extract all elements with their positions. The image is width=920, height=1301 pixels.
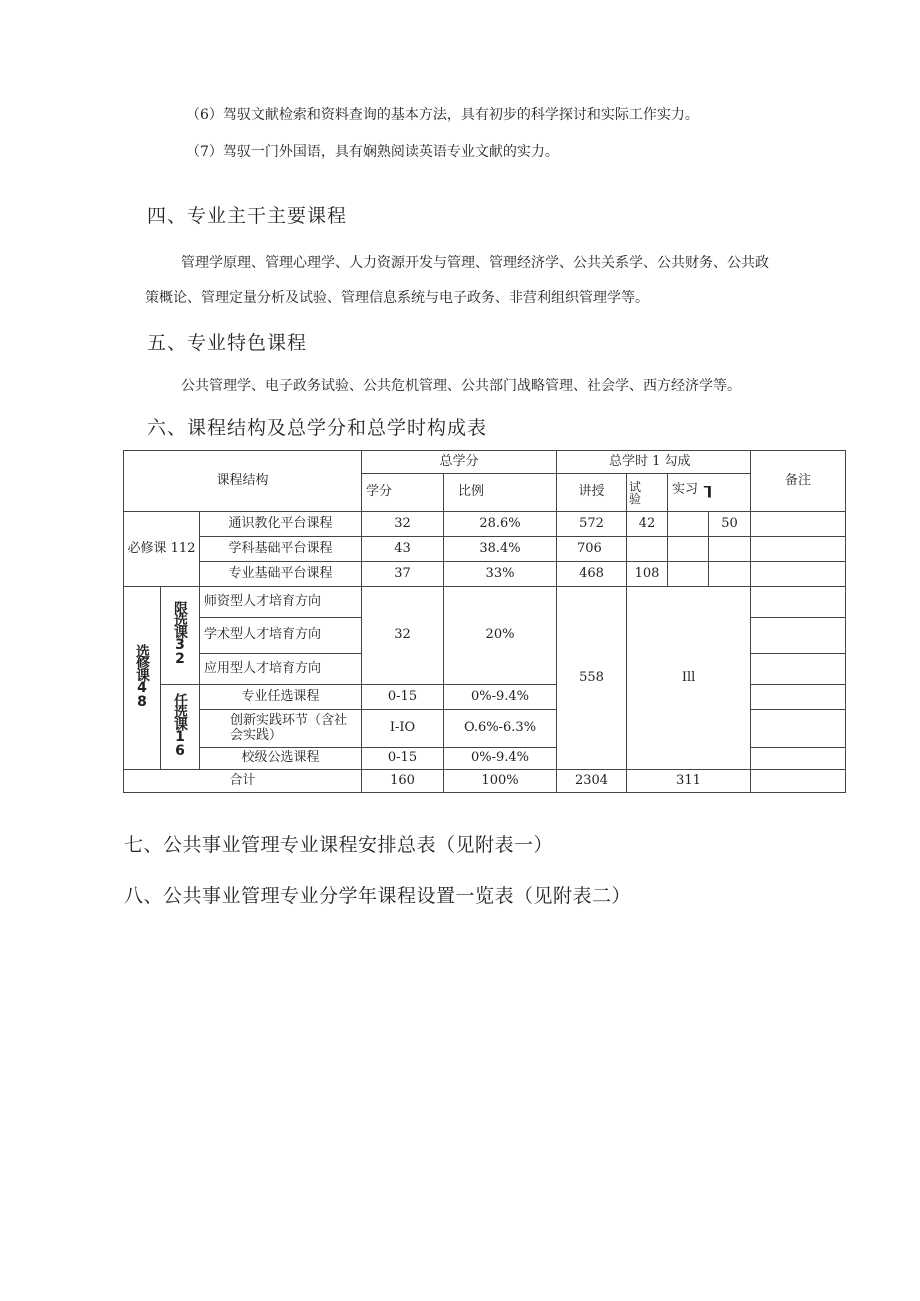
limited-row: 师资型人才培育方向 — [200, 587, 362, 618]
optional-notes — [751, 685, 846, 710]
total-credits: 160 — [362, 770, 444, 793]
optional-row-name: 专业任选课程 — [200, 685, 362, 710]
required-row-extra — [709, 562, 751, 587]
optional-row-name: 创新实践环节（含社会实践） — [200, 710, 362, 748]
section-8-title: 八、公共事业管理专业分学年课程设置一览表（见附表二） — [124, 885, 632, 907]
required-row-ratio: 33% — [444, 562, 557, 587]
objective-item-7: （7）驾驭一门外国语，具有娴熟阅读英语专业文献的实力。 — [186, 144, 559, 160]
optional-row-ratio: 0%-9.4% — [444, 748, 557, 770]
total-ratio: 100% — [444, 770, 557, 793]
limited-row: 应用型人才培育方向 — [200, 654, 362, 685]
header-practice — [668, 474, 751, 512]
required-row-ratio: 38.4% — [444, 537, 557, 562]
elective-hours-other: Ill — [627, 587, 751, 770]
header-ratio: 比例 — [444, 474, 557, 512]
header-structure: 课程结构 — [124, 451, 362, 512]
optional-notes — [751, 748, 846, 770]
required-row-practice — [668, 512, 709, 537]
limited-row: 学术型人才培育方向 — [200, 618, 362, 654]
required-row-lecture: 572 — [557, 512, 627, 537]
required-row-experiment — [627, 537, 668, 562]
practice-mark: ┒ — [704, 477, 715, 498]
required-row-credits: 32 — [362, 512, 444, 537]
required-row-name: 专业基础平台课程 — [200, 562, 362, 587]
required-row-name: 学科基础平台课程 — [200, 537, 362, 562]
required-row-notes — [751, 562, 846, 587]
header-notes: 备注 — [751, 451, 846, 512]
limited-notes — [751, 618, 846, 654]
optional-notes — [751, 710, 846, 748]
header-total-credits: 总学分 — [362, 451, 557, 474]
required-row-notes — [751, 512, 846, 537]
total-notes — [751, 770, 846, 793]
required-row-extra: 50 — [709, 512, 751, 537]
section-4-body-line1: 管理学原理、管理心理学、人力资源开发与管理、管理经济学、公共关系学、公共财务、公共政 — [181, 255, 769, 271]
required-row-lecture: 468 — [557, 562, 627, 587]
header-practice-label: 实习 — [672, 482, 699, 497]
required-row-practice — [668, 537, 709, 562]
required-row-extra — [709, 537, 751, 562]
optional-row-credits: I-IO — [362, 710, 444, 748]
section-5-title: 五、专业特色课程 — [147, 332, 308, 354]
course-structure-table — [123, 450, 846, 793]
elective-label: 选修课48 — [134, 643, 151, 708]
required-row-ratio: 28.6% — [444, 512, 557, 537]
section-5-body: 公共管理学、电子政务试验、公共危机管理、公共部门战略管理、社会学、西方经济学等。 — [181, 378, 741, 394]
required-label: 必修课 112 — [124, 512, 200, 587]
header-lecture: 讲授 — [557, 474, 627, 512]
section-4-body-line2: 策概论、管理定量分析及试验、管理信息系统与电子政务、非营利组织管理学等。 — [145, 290, 649, 306]
limited-label-cell — [161, 587, 200, 685]
required-row-credits: 37 — [362, 562, 444, 587]
optional-row-credits: 0-15 — [362, 748, 444, 770]
limited-label: 限选课32 — [172, 601, 189, 666]
required-row-practice — [668, 562, 709, 587]
limited-notes — [751, 587, 846, 618]
optional-label-cell — [161, 685, 200, 770]
total-lecture: 2304 — [557, 770, 627, 793]
optional-row-ratio: O.6%-6.3% — [444, 710, 557, 748]
optional-row-name: 校级公选课程 — [200, 748, 362, 770]
section-7-title: 七、公共事业管理专业课程安排总表（见附表一） — [124, 834, 554, 856]
required-row-name: 通识教化平台课程 — [200, 512, 362, 537]
limited-notes — [751, 654, 846, 685]
required-row-experiment: 108 — [627, 562, 668, 587]
total-other: 311 — [627, 770, 751, 793]
required-row-lecture: 706 — [557, 537, 627, 562]
elective-lecture: 558 — [557, 587, 627, 770]
total-label: 合计 — [124, 770, 362, 793]
optional-row-credits: 0-15 — [362, 685, 444, 710]
header-total-hours: 总学时 1 勾成 — [557, 451, 751, 474]
limited-credits: 32 — [362, 587, 444, 685]
limited-ratio: 20% — [444, 587, 557, 685]
header-credits: 学分 — [362, 474, 444, 512]
required-row-notes — [751, 537, 846, 562]
header-experiment-label: 试验 — [629, 479, 642, 506]
required-row-experiment: 42 — [627, 512, 668, 537]
required-row-credits: 43 — [362, 537, 444, 562]
objective-item-6: （6）驾驭文献检索和资料查询的基本方法，具有初步的科学探讨和实际工作实力。 — [186, 107, 699, 123]
section-4-title: 四、专业主干主要课程 — [147, 205, 348, 227]
header-experiment — [627, 474, 668, 512]
section-6-title: 六、课程结构及总学分和总学时构成表 — [147, 417, 488, 439]
elective-label-cell — [124, 587, 161, 770]
optional-label: 任选课16 — [172, 692, 189, 757]
optional-row-ratio: 0%-9.4% — [444, 685, 557, 710]
